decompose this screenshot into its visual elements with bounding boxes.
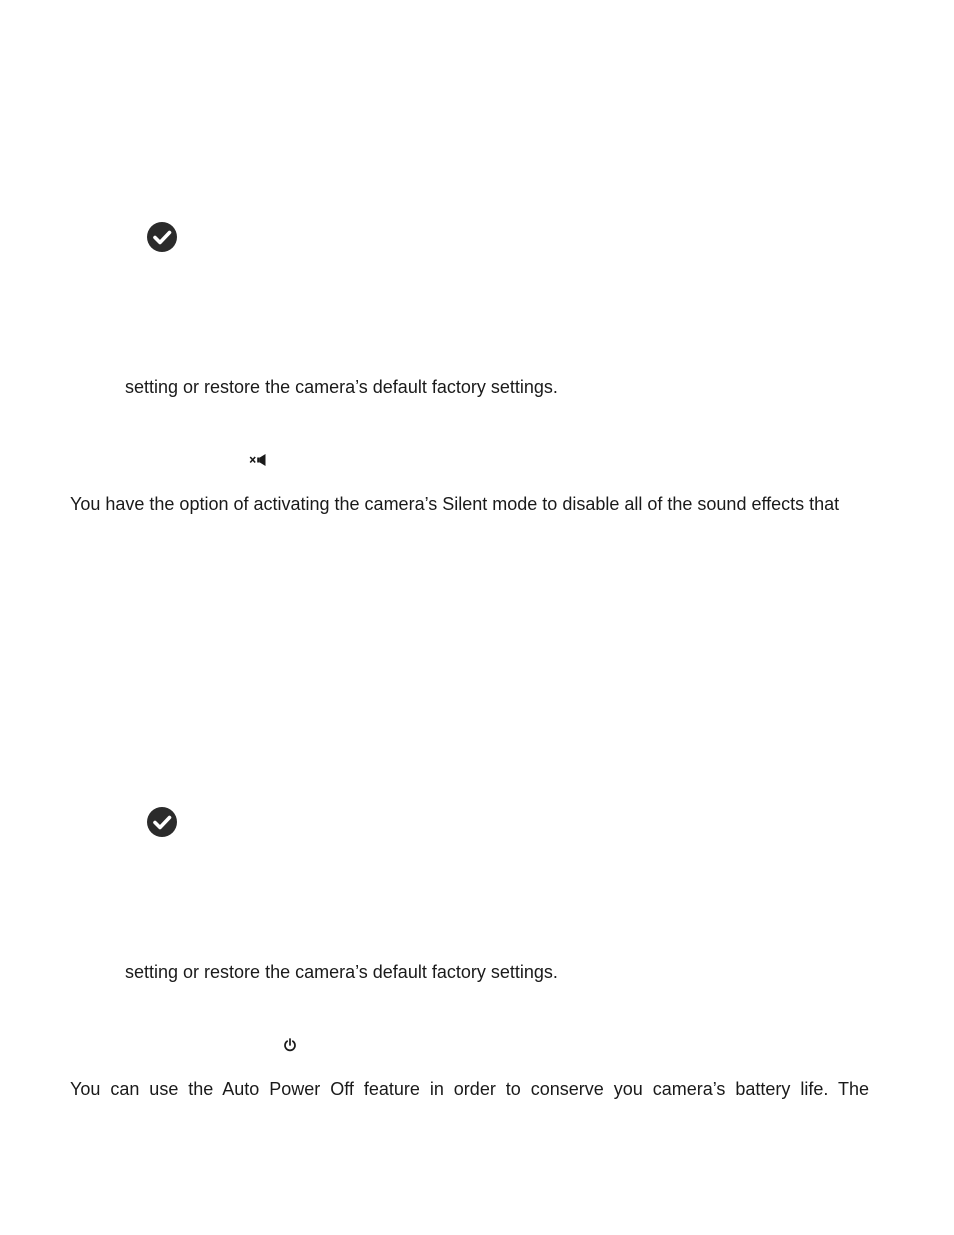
body-line: You have the option of activating the camera’s Silent mode to disable all of the sound effects that — [70, 494, 840, 514]
check-circle-icon — [147, 222, 177, 252]
power-icon — [283, 1038, 297, 1052]
check-circle-icon — [147, 807, 177, 837]
note-line: setting or restore the camera’s default factory settings. — [125, 377, 558, 397]
body-line: You can use the Auto Power Off feature in order to conserve you camera’s battery life. The — [70, 1079, 869, 1099]
note-line: setting or restore the camera’s default factory settings. — [125, 962, 558, 982]
mute-speaker-icon — [249, 453, 267, 467]
